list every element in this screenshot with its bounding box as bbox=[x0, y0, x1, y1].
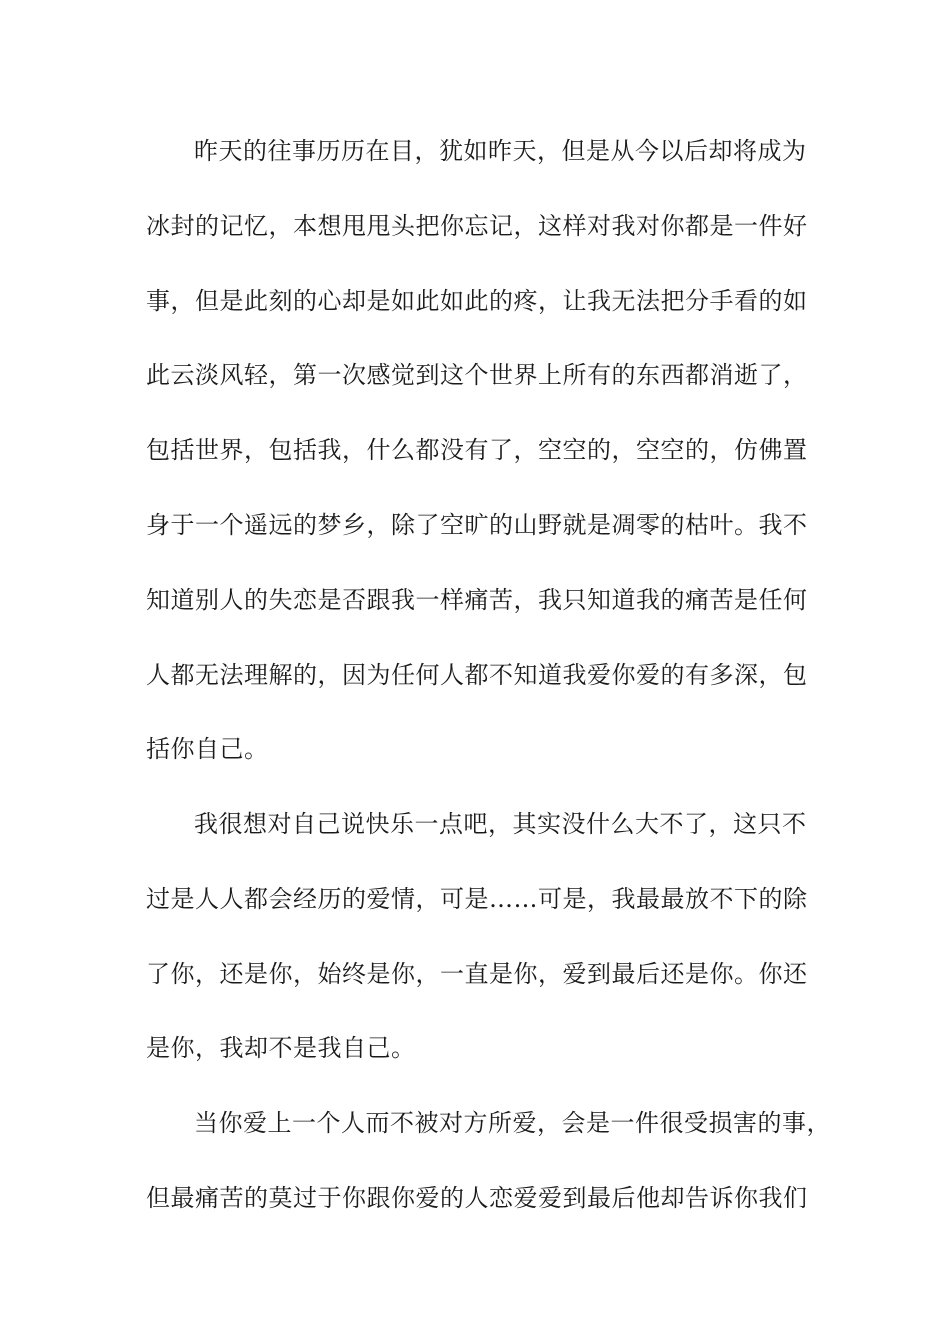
paragraph-1-line-9: 括你自己。 bbox=[146, 735, 269, 763]
paragraph-2-line-1: 我很想对自己说快乐一点吧，其实没什么大不了，这只不 bbox=[194, 810, 807, 838]
paragraph-3-line-2: 但最痛苦的莫过于你跟你爱的人恋爱爱到最后他却告诉你我们 bbox=[146, 1184, 808, 1212]
paragraph-2-line-4: 是你，我却不是我自己。 bbox=[146, 1034, 416, 1062]
paragraph-1-line-5: 包括世界，包括我，什么都没有了，空空的，空空的，仿佛置 bbox=[146, 436, 808, 464]
paragraph-3-line-1: 当你爱上一个人而不被对方所爱，会是一件很受损害的事， bbox=[194, 1109, 831, 1137]
paragraph-1-line-7: 知道别人的失恋是否跟我一样痛苦，我只知道我的痛苦是任何 bbox=[146, 586, 808, 614]
paragraph-1-line-1: 昨天的往事历历在目，犹如昨天，但是从今以后却将成为 bbox=[194, 137, 807, 165]
paragraph-2-line-2: 过是人人都会经历的爱情，可是……可是，我最最放不下的除 bbox=[146, 885, 808, 913]
paragraph-1-line-8: 人都无法理解的，因为任何人都不知道我爱你爱的有多深，包 bbox=[146, 661, 808, 689]
paragraph-2-line-3: 了你，还是你，始终是你，一直是你，爱到最后还是你。你还 bbox=[146, 960, 808, 988]
paragraph-1-line-4: 此云淡风轻，第一次感觉到这个世界上所有的东西都消逝了， bbox=[146, 361, 808, 389]
paragraph-1-line-3: 事，但是此刻的心却是如此如此的疼，让我无法把分手看的如 bbox=[146, 287, 808, 315]
paragraph-1-line-2: 冰封的记忆，本想甩甩头把你忘记，这样对我对你都是一件好 bbox=[146, 212, 808, 240]
paragraph-1-line-6: 身于一个遥远的梦乡，除了空旷的山野就是凋零的枯叶。我不 bbox=[146, 511, 808, 539]
